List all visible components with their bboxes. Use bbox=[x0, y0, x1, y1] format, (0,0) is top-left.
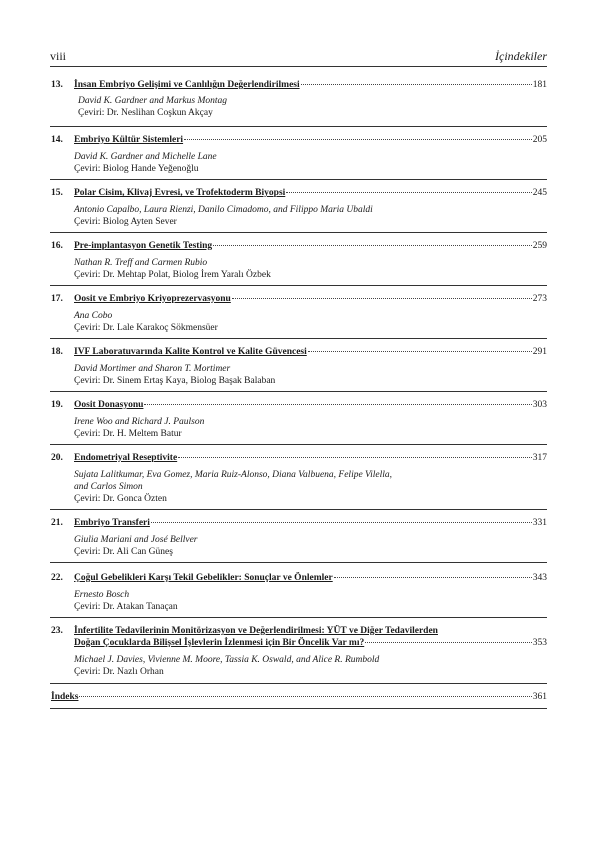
dot-leader bbox=[365, 642, 532, 643]
chapter-title[interactable]: Oosit ve Embriyo Kriyoprezervasyonu bbox=[74, 294, 231, 304]
entry-divider bbox=[50, 338, 547, 339]
index-title-row[interactable] bbox=[51, 692, 547, 702]
chapter-page: 317 bbox=[532, 453, 547, 463]
entry-divider bbox=[50, 285, 547, 286]
chapter-translator: Çeviri: Biolog Hande Yeğenoğlu bbox=[74, 164, 199, 174]
chapter-page: 303 bbox=[532, 400, 547, 410]
chapter-authors: Michael J. Davies, Vivienne M. Moore, Tassia K. Oswald, and Alice R. Rumbold bbox=[74, 655, 380, 665]
chapter-title-row[interactable] bbox=[74, 518, 547, 528]
dot-leader bbox=[213, 245, 532, 246]
chapter-page: 273 bbox=[532, 294, 547, 304]
dot-leader bbox=[178, 457, 532, 458]
chapter-page: 259 bbox=[532, 241, 547, 251]
header-rule bbox=[50, 66, 547, 67]
chapter-number: 20. bbox=[51, 453, 63, 463]
chapter-title[interactable]: IVF Laboratuvarında Kalite Kontrol ve Kalite Güvencesi bbox=[74, 347, 307, 357]
entry-divider bbox=[50, 391, 547, 392]
dot-leader bbox=[151, 522, 532, 523]
chapter-translator: Çeviri: Dr. Sinem Ertaş Kaya, Biolog Başak Balaban bbox=[74, 376, 276, 386]
chapter-title[interactable]: Embriyo Transferi bbox=[74, 518, 150, 528]
entry-divider bbox=[50, 562, 547, 563]
chapter-title-row[interactable] bbox=[74, 241, 547, 251]
chapter-number: 13. bbox=[51, 80, 63, 90]
chapter-page: 245 bbox=[532, 188, 547, 198]
chapter-page: 205 bbox=[532, 135, 547, 145]
dot-leader bbox=[79, 696, 531, 697]
dot-leader bbox=[184, 139, 532, 140]
chapter-title[interactable]: Pre-implantasyon Genetik Testing bbox=[74, 241, 213, 251]
dot-leader bbox=[334, 577, 532, 578]
chapter-authors: Nathan R. Treff and Carmen Rubio bbox=[74, 258, 208, 268]
chapter-title[interactable]: Polar Cisim, Klivaj Evresi, ve Trofektoderm Biyopsi bbox=[74, 188, 286, 198]
chapter-title[interactable]: Çoğul Gebelikleri Karşı Tekil Gebelikler: Sonuçlar ve Önlemler bbox=[74, 573, 333, 583]
chapter-authors: Sujata Lalitkumar, Eva Gomez, Maria Ruiz-Alonso, Diana Valbuena, Felipe Vilella, bbox=[74, 470, 393, 480]
chapter-translator: Çeviri: Dr. Lale Karakoç Sökmensüer bbox=[74, 323, 218, 333]
chapter-title-row[interactable] bbox=[74, 453, 547, 463]
chapter-page: 331 bbox=[532, 518, 547, 528]
index-page: 361 bbox=[532, 692, 547, 702]
dot-leader bbox=[301, 84, 532, 85]
chapter-title[interactable]: Endometriyal Reseptivite bbox=[74, 453, 178, 463]
dot-leader bbox=[308, 351, 532, 352]
entry-divider bbox=[50, 126, 547, 127]
chapter-translator: Çeviri: Dr. Nazlı Orhan bbox=[74, 667, 164, 677]
chapter-title-row[interactable] bbox=[74, 347, 547, 357]
entry-divider bbox=[50, 617, 547, 618]
chapter-translator: Çeviri: Dr. H. Meltem Batur bbox=[74, 429, 182, 439]
chapter-title[interactable]: Embriyo Kültür Sistemleri bbox=[74, 135, 184, 145]
entry-divider bbox=[50, 444, 547, 445]
chapter-title-row[interactable] bbox=[74, 80, 547, 90]
chapter-title-row[interactable] bbox=[74, 400, 547, 410]
page-number: viii bbox=[50, 49, 67, 63]
dot-leader bbox=[232, 298, 532, 299]
chapter-authors: Ernesto Bosch bbox=[74, 590, 130, 600]
chapter-title-line-1[interactable]: İnfertilite Tedavilerinin Monitörizasyon ve Değerlendirilmesi: YÜT ve Diğer Tedavilerden bbox=[74, 626, 438, 636]
chapter-translator: Çeviri: Dr. Atakan Tanaçan bbox=[74, 602, 178, 612]
chapter-authors: Ana Cobo bbox=[74, 311, 113, 321]
chapter-number: 22. bbox=[51, 573, 63, 583]
chapter-title-row[interactable] bbox=[74, 294, 547, 304]
chapter-authors: David K. Gardner and Michelle Lane bbox=[74, 152, 217, 162]
chapter-number: 19. bbox=[51, 400, 63, 410]
chapter-translator: Çeviri: Dr. Neslihan Coşkun Akçay bbox=[78, 108, 213, 118]
chapter-number: 23. bbox=[51, 626, 63, 636]
entry-divider bbox=[50, 232, 547, 233]
chapter-number: 18. bbox=[51, 347, 63, 357]
chapter-title-row[interactable] bbox=[74, 135, 547, 145]
dot-leader bbox=[144, 404, 531, 405]
chapter-translator: Çeviri: Biolog Ayten Sever bbox=[74, 217, 177, 227]
chapter-number: 14. bbox=[51, 135, 63, 145]
chapter-page: 291 bbox=[532, 347, 547, 357]
chapter-title-row[interactable] bbox=[74, 573, 547, 583]
chapter-title[interactable]: İnsan Embriyo Gelişimi ve Canlılığın Değerlendirilmesi bbox=[74, 80, 300, 90]
chapter-authors-continued: and Carlos Simon bbox=[74, 482, 143, 492]
chapter-page: 181 bbox=[532, 80, 547, 90]
chapter-page: 343 bbox=[532, 573, 547, 583]
entry-divider bbox=[50, 509, 547, 510]
dot-leader bbox=[286, 192, 531, 193]
running-header-title: İçindekiler bbox=[495, 49, 547, 63]
entry-divider bbox=[50, 683, 547, 684]
entry-divider bbox=[50, 179, 547, 180]
chapter-title[interactable]: Oosit Donasyonu bbox=[74, 400, 144, 410]
chapter-number: 21. bbox=[51, 518, 63, 528]
chapter-title-row[interactable] bbox=[74, 188, 547, 198]
index-divider bbox=[50, 708, 547, 709]
chapter-page: 353 bbox=[532, 638, 547, 648]
chapter-authors: Irene Woo and Richard J. Paulson bbox=[74, 417, 205, 427]
chapter-number: 17. bbox=[51, 294, 63, 304]
chapter-authors: David K. Gardner and Markus Montag bbox=[78, 96, 227, 106]
chapter-title[interactable]: Doğan Çocuklarda Bilişsel İşlevlerin İzlenmesi için Bir Öncelik Var mı? bbox=[74, 638, 365, 648]
chapter-number: 15. bbox=[51, 188, 63, 198]
chapter-authors: Giulia Mariani and José Bellver bbox=[74, 535, 198, 545]
chapter-number: 16. bbox=[51, 241, 63, 251]
chapter-translator: Çeviri: Dr. Mehtap Polat, Biolog İrem Yaralı Özbek bbox=[74, 270, 271, 280]
chapter-title-row[interactable] bbox=[74, 638, 547, 648]
index-title[interactable]: İndeks bbox=[51, 692, 79, 702]
chapter-authors: David Mortimer and Sharon T. Mortimer bbox=[74, 364, 231, 374]
chapter-translator: Çeviri: Dr. Ali Can Güneş bbox=[74, 547, 173, 557]
chapter-authors: Antonio Capalbo, Laura Rienzi, Danilo Cimadomo, and Filippo Maria Ubaldi bbox=[74, 205, 373, 215]
chapter-translator: Çeviri: Dr. Gonca Özten bbox=[74, 494, 167, 504]
